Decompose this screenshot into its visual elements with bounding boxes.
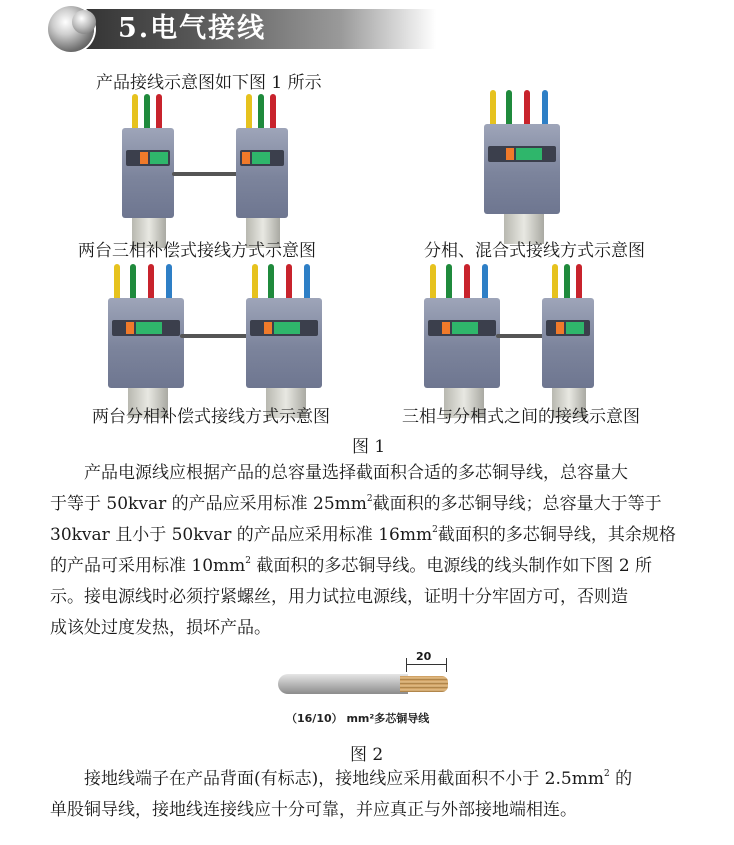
dimension-tick [406,658,407,672]
paragraph-text: 示。接电源线时必须拧紧螺丝，用力试拉电源线，证明十分牢固方可，否则造 [50,587,628,607]
paragraph-text: 截面积的多芯铜导线；总容量大于等于 [372,494,662,514]
dimension-tick [446,658,447,672]
paragraph-text: 截面积的多芯铜导线。电源线的线头制作如下图 2 所 [251,556,653,576]
device-unit [484,90,564,230]
paragraph-text: 成该处过度发热，损坏产品。 [50,618,271,638]
intro-text: 产品接线示意图如下图 1 所示 [96,73,322,93]
paragraph-line [50,551,686,582]
paragraph-text: 30kvar 且小于 50kvar 的产品应采用标准 16mm [50,525,433,545]
figure-a-illustration [122,94,302,234]
paragraph-text: 的 [609,769,633,789]
power-cable-paragraph [50,458,686,644]
paragraph-line [50,489,686,520]
device-unit [108,264,186,400]
ground-wire-paragraph [50,764,686,826]
cable-label: （16/10） mm²多芯铜导线 [286,712,430,725]
cable-sheath-illustration [278,674,408,694]
paragraph-line [50,613,686,644]
paragraph-text: 产品电源线应根据产品的总容量选择截面积合适的多芯铜导线，总容量大 [84,463,628,483]
paragraph-text: 接地线端子在产品背面(有标志)，接地线应采用截面积不小于 2.5mm [84,769,604,789]
superscript: 2 [366,494,373,504]
figure-d-illustration [424,264,624,400]
figure-1-label: 图 1 [352,437,386,457]
device-unit [236,94,296,234]
header-small-sphere-icon [72,10,96,34]
paragraph-line [50,458,686,489]
copper-core-illustration [400,676,448,692]
paragraph-text: 于等于 50kvar 的产品应采用标准 25mm [50,494,367,514]
figure-b-illustration [484,90,564,230]
paragraph-line [50,582,686,613]
device-unit [122,94,182,234]
superscript: 2 [432,525,438,535]
device-unit [246,264,324,400]
superscript: 2 [603,769,610,779]
superscript: 2 [245,556,252,566]
figure-b-caption: 分相、混合式接线方式示意图 [424,241,645,261]
paragraph-text: 的产品可采用标准 10mm [50,556,246,576]
figure-2-label: 图 2 [350,745,384,765]
dimension-line [406,664,446,665]
paragraph-line [50,764,686,795]
paragraph-line [50,520,686,551]
figure-a-caption: 两台三相补偿式接线方式示意图 [78,241,316,261]
figure-c-illustration [108,264,328,400]
figure-c-caption: 两台分相补偿式接线方式示意图 [92,407,330,427]
dimension-label: 20 [416,650,432,663]
figure-d-caption: 三相与分相式之间的接线示意图 [402,407,640,427]
device-unit [542,264,602,400]
paragraph-text: 截面积的多芯铜导线，其余规格 [437,525,676,545]
device-unit [424,264,502,400]
paragraph-text: 单股铜导线，接地线连接线应十分可靠，并应真正与外部接地端相连。 [50,800,577,820]
paragraph-line [50,795,686,826]
section-title: 5.电气接线 [118,13,267,44]
